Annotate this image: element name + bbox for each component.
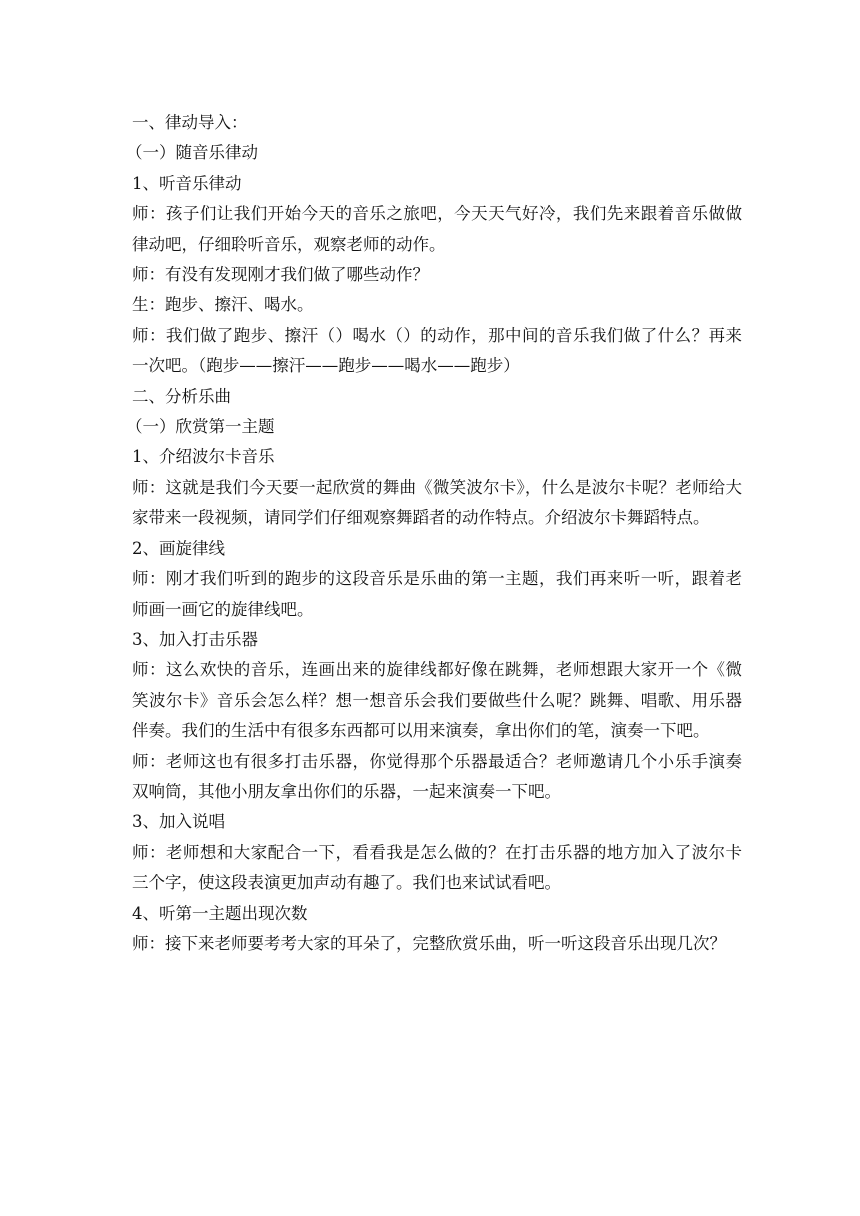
subsection-heading: （一）随音乐律动 <box>126 143 258 163</box>
step-heading: 1、听音乐律动 <box>132 173 242 193</box>
section-heading: 一、律动导入： <box>132 113 248 132</box>
teacher-paragraph: 师：有没有发现刚才我们做了哪些动作？ <box>132 265 429 285</box>
teacher-paragraph: 师：老师想和大家配合一下，看看我是怎么做的？在打击乐器的地方加入了波尔卡三个字，使这段表演更加声动有趣了。我们也来试试看吧。 <box>132 842 742 893</box>
section-heading: 二、分析乐曲 <box>132 386 231 406</box>
step-heading: 3、加入打击乐器 <box>132 629 258 649</box>
step-heading: 3、加入说唱 <box>132 812 225 832</box>
step-heading: 1、介绍波尔卡音乐 <box>132 447 275 467</box>
step-heading: 2、画旋律线 <box>132 538 225 558</box>
teacher-paragraph: 师：孩子们让我们开始今天的音乐之旅吧，今天天气好冷，我们先来跟着音乐做做律动吧，仔细聆听音乐，观察老师的动作。 <box>132 204 742 254</box>
teacher-paragraph: 师：刚才我们听到的跑步的这段音乐是乐曲的第一主题，我们再来听一听，跟着老师画一画它的旋律线吧。 <box>132 569 742 619</box>
step-heading: 4、听第一主题出现次数 <box>132 903 308 923</box>
teacher-paragraph: 师：老师这也有很多打击乐器，你觉得那个乐器最适合？老师邀请几个小乐手演奏双响筒，其他小朋友拿出你们的乐器，一起来演奏一下吧。 <box>132 751 742 801</box>
teacher-paragraph: 师：这就是我们今天要一起欣赏的舞曲《微笑波尔卡》，什么是波尔卡呢？老师给大家带来一段视频，请同学们仔细观察舞蹈者的动作特点。介绍波尔卡舞蹈特点。 <box>132 477 742 528</box>
subsection-heading: （一）欣赏第一主题 <box>126 417 275 437</box>
student-paragraph: 生：跑步、擦汗、喝水。 <box>132 295 314 315</box>
teacher-paragraph: 师：这么欢快的音乐，连画出来的旋律线都好像在跳舞，老师想跟大家开一个《微笑波尔卡》音乐会怎么样？想一想音乐会我们要做些什么呢？跳舞、唱歌、用乐器伴奏。我们的生活中有很多东西都可以用来演奏，拿出你们的笔，演奏一下吧。 <box>132 660 742 741</box>
teacher-paragraph: 师：我们做了跑步、擦汗（）喝水（）的动作，那中间的音乐我们做了什么？再来一次吧。（跑步——擦汗——跑步——喝水——跑步） <box>132 325 742 376</box>
teacher-paragraph: 师：接下来老师要考考大家的耳朵了，完整欣赏乐曲，听一听这段音乐出现几次？ <box>132 933 726 953</box>
document-body <box>126 108 742 959</box>
